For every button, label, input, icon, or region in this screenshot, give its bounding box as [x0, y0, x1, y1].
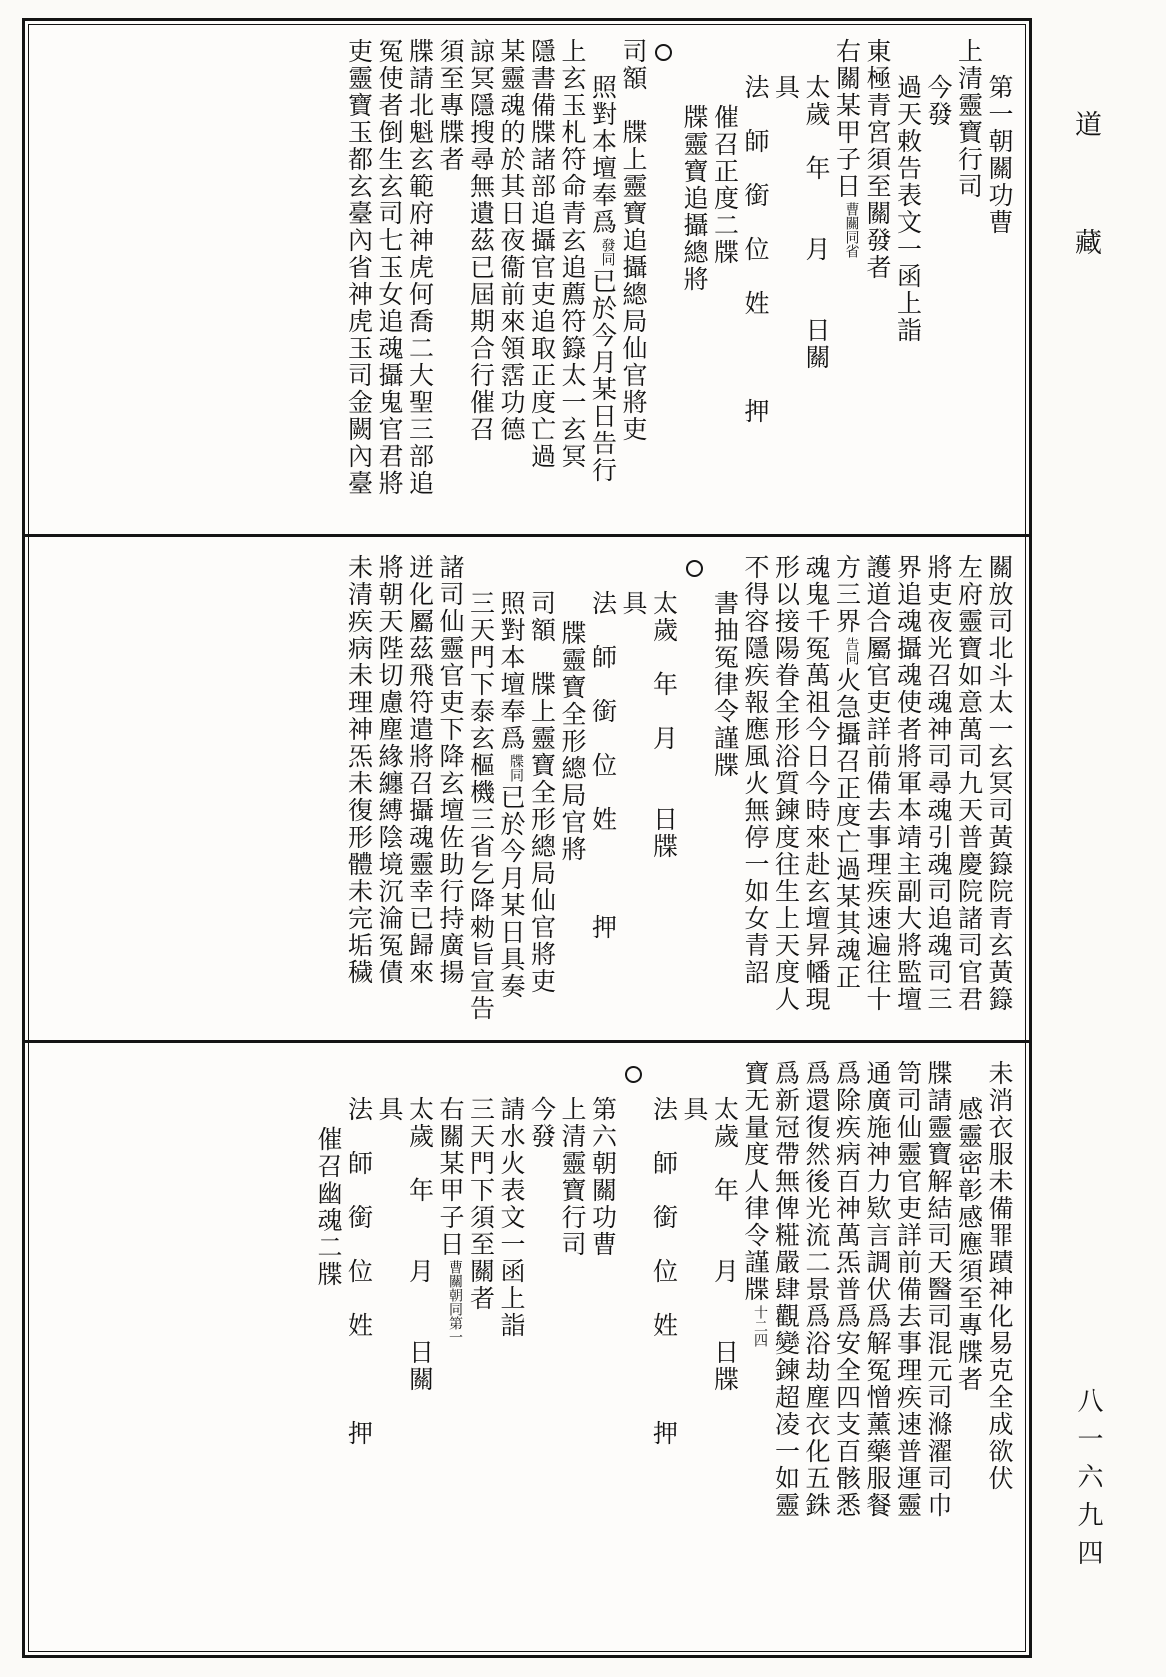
register-divider-1: [22, 534, 1032, 537]
text-column: [925, 1056, 952, 1646]
column-text: 諸司仙靈官吏下降玄壇佐助行持廣揚: [436, 554, 465, 986]
text-column: [772, 550, 799, 1032]
text-register-2: [30, 542, 1024, 1036]
column-text: 今發: [924, 74, 953, 128]
interlinear-annotation: [751, 1305, 768, 1347]
text-column: [315, 1056, 342, 1677]
column-text: 書抽冤律令謹牒: [710, 590, 740, 779]
text-column: [498, 1056, 525, 1677]
interlinear-annotation: [599, 238, 616, 266]
column-text: 爲還復然後光流二景爲浴劫塵衣化五銖: [802, 1060, 831, 1519]
annotation-line: 十二: [752, 1305, 768, 1333]
annotation-line: 牒: [508, 754, 524, 768]
annotation-line: 同: [599, 252, 616, 266]
text-column: [559, 34, 586, 526]
column-text: 感靈密彰感應須至專牒者: [954, 1096, 984, 1393]
text-column: [711, 34, 738, 592]
column-text: 太歲 年 月 日牒: [710, 1096, 740, 1393]
text-column: [772, 34, 799, 562]
text-register-1: [30, 26, 1024, 530]
column-text: 第六朝關功曹: [588, 1096, 618, 1258]
column-text: 三天門下須至關者: [466, 1096, 496, 1312]
text-column: [467, 34, 494, 526]
column-text: 具: [375, 1096, 404, 1123]
text-column: [894, 550, 921, 1032]
column-text: 將吏夜光召魂神司尋魂引魂司追魂司三: [924, 554, 953, 1013]
column-text: 諒冥隱搜尋無遺茲已屆期合行催召: [466, 38, 496, 443]
text-column: [467, 550, 494, 1068]
column-text: 隱書備牒諸部追攝官吏追取正度亡過: [527, 38, 557, 470]
column-text: 某靈魂的於其日夜衞前來領霑功德: [497, 38, 526, 443]
text-column: [437, 550, 464, 1032]
text-column: [498, 550, 525, 1068]
text-column: [528, 550, 555, 1068]
column-text: 爲新冠帶無俾糚嚴肆觀變鍊超凌一如靈: [771, 1060, 801, 1519]
series-title: 道 藏: [1070, 110, 1101, 285]
text-column: [711, 550, 738, 1068]
column-text: 未消衣服未備罪蹟神化易克全成欲伏: [985, 1060, 1014, 1492]
column-text: 右關某甲子日: [832, 38, 862, 200]
column-text: 照對本壇奉爲: [588, 74, 618, 236]
column-text: 須至專牒者: [436, 38, 465, 173]
circle-marker-icon: [625, 1066, 642, 1083]
annotation-line: 曹關朝: [447, 1260, 463, 1302]
column-text: 催召正度二牒: [710, 104, 740, 266]
column-text: 笥司仙靈官吏詳前備去事理疾速普運靈: [893, 1060, 923, 1519]
column-text-continued: 火急攝召正度亡過某其魂正: [832, 667, 862, 991]
text-column: [894, 1056, 921, 1646]
column-text: 牒請靈寶解結司天醫司混元司滌濯司巾: [924, 1060, 953, 1519]
text-column: [528, 1056, 555, 1677]
column-text: 法 師 銜 位 姓 押: [588, 590, 618, 941]
column-text: 上清靈寶行司: [558, 1096, 587, 1258]
register-divider-2: [22, 1040, 1032, 1043]
column-text: 將朝天陛切慮塵緣纏縛陰境沉淪冤債: [375, 554, 404, 986]
interlinear-annotation: [446, 1260, 463, 1344]
text-column: [345, 550, 372, 1032]
column-text: 太歲 年 月 日關: [405, 1096, 435, 1393]
text-column: [589, 1056, 616, 1677]
text-column: [376, 550, 403, 1032]
text-column: [986, 1056, 1013, 1646]
text-column: [894, 34, 921, 562]
column-text: 未清疾病未理神炁未復形體未完垢穢: [344, 554, 374, 986]
text-column: [986, 550, 1013, 1032]
column-text: 法 師 銜 位 姓 押: [344, 1096, 374, 1447]
text-column: [864, 550, 891, 1032]
column-text-continued: 已於今月某日告行: [588, 268, 618, 484]
column-text-continued: 已於今月某日具奏: [497, 784, 526, 1000]
column-text: 具: [619, 590, 648, 617]
column-text: 吏靈寶玉都玄臺內省神虎玉司金闕內臺: [344, 38, 374, 497]
text-column: [650, 34, 677, 526]
annotation-line: 曹關: [843, 202, 860, 230]
page-margin: [1036, 0, 1158, 1677]
text-column: [742, 34, 769, 562]
column-text: 司額 牒上靈寶全形總局仙官將吏: [527, 590, 557, 995]
text-column: [986, 34, 1013, 562]
column-text: 過天敕告表文一函上詣: [893, 74, 923, 344]
column-text: 第一朝關功曹: [985, 74, 1014, 236]
text-column: [345, 1056, 372, 1677]
column-text: 護道合屬官吏詳前備去事理疾速遍往十: [863, 554, 892, 1013]
annotation-line: 發: [599, 238, 616, 252]
text-column: [955, 550, 982, 1032]
text-column: [925, 550, 952, 1032]
text-column: [742, 1056, 769, 1646]
column-text: 司額 牒上靈寶追攝總局仙官將吏: [619, 38, 648, 443]
text-column: [925, 34, 952, 562]
text-column: [833, 34, 860, 526]
text-column: [833, 550, 860, 1032]
annotation-line: 告: [843, 637, 860, 651]
interlinear-annotation: [507, 754, 524, 782]
text-column: [376, 34, 403, 526]
text-column: [620, 550, 647, 1068]
column-text: 東極青宮須至關發者: [863, 38, 892, 281]
text-column: [620, 34, 647, 526]
column-text: 寶无量度人律令謹牒: [741, 1060, 770, 1303]
text-column: [955, 34, 982, 526]
text-column: [467, 1056, 494, 1677]
text-column: [437, 1056, 464, 1677]
column-text: 牒請北魁玄範府神虎何喬二大聖三部追: [405, 38, 435, 497]
column-text: 牒靈寶全形總局官將: [558, 620, 587, 863]
text-column: [498, 34, 525, 526]
column-text: 太歲 年 月 日關: [802, 74, 831, 371]
interlinear-annotation: [843, 202, 860, 258]
text-column: [589, 550, 616, 1068]
annotation-line: 同: [843, 651, 860, 665]
column-text: 法 師 銜 位 姓 押: [741, 74, 770, 425]
text-column: [406, 550, 433, 1032]
column-text: 法 師 銜 位 姓 押: [649, 1096, 679, 1447]
text-column: [864, 34, 891, 526]
text-column: [650, 550, 677, 1068]
text-column: [650, 1056, 677, 1677]
annotation-line: 同第一: [447, 1302, 463, 1344]
column-text: 催召幽魂二牒: [314, 1126, 343, 1288]
column-text: 三天門下泰玄樞機三省乞降勑旨宣告: [466, 590, 496, 1022]
circle-marker-icon: [655, 44, 672, 61]
annotation-line: 同: [508, 768, 524, 782]
column-text: 形以接陽眷全形浴質鍊度往生上天度人: [771, 554, 801, 1013]
text-column: [406, 1056, 433, 1677]
column-text: 具: [680, 1096, 709, 1123]
text-column: [528, 34, 555, 526]
text-column: [345, 34, 372, 526]
circle-marker-icon: [686, 560, 703, 577]
page-number: 八一六九四: [1073, 1387, 1103, 1577]
text-column: [559, 550, 586, 1098]
annotation-line: 四: [752, 1333, 768, 1347]
annotation-line: 同省: [843, 230, 860, 258]
column-text: 通廣施神力欵言調伏爲解冤憎薰藥服餐: [863, 1060, 892, 1519]
column-text: 爲除疾病百神萬炁普爲安全四支百骸悉: [832, 1060, 862, 1519]
column-text: 上玄玉札符命青玄追薦符籙太一玄冥: [558, 38, 587, 470]
column-text: 今發: [527, 1096, 557, 1150]
text-column: [406, 34, 433, 526]
column-text: 冤使者倒生玄司七玉女追魂攝鬼官君將: [375, 38, 404, 497]
column-text: 照對本壇奉爲: [497, 590, 526, 752]
column-text: 左府靈寶如意萬司九天普慶院諸司官君: [954, 554, 984, 1013]
text-column: [803, 550, 830, 1032]
column-text: 魂鬼千冤萬祖今日今時來赴玄壇昇幡現: [802, 554, 831, 1013]
column-text: 關放司北斗太一玄冥司黃籙院青玄黃籙: [985, 554, 1014, 1013]
text-column: [681, 550, 708, 1032]
column-text: 右關某甲子日: [436, 1096, 465, 1258]
text-column: [376, 1056, 403, 1677]
text-column: [620, 1056, 647, 1646]
column-text: 界追魂攝魂使者將軍本靖主副大將監壇: [893, 554, 923, 1013]
text-column: [681, 1056, 708, 1677]
text-column: [833, 1056, 860, 1646]
text-column: [437, 34, 464, 526]
column-text: 太歲 年 月 日牒: [649, 590, 679, 860]
text-column: [803, 34, 830, 562]
text-column: [772, 1056, 799, 1646]
text-column: [955, 1056, 982, 1677]
column-text: 方三界: [832, 554, 862, 635]
text-column: [559, 1056, 586, 1677]
column-text: 具: [771, 74, 801, 101]
text-register-3: [30, 1048, 1024, 1650]
column-text: 迸化屬茲飛符遣將召攝魂靈幸已歸來: [405, 554, 435, 986]
text-column: [864, 1056, 891, 1646]
text-column: [803, 1056, 830, 1646]
interlinear-annotation: [843, 637, 860, 665]
column-text: 牒靈寶追攝總將: [680, 104, 709, 293]
text-column: [711, 1056, 738, 1677]
column-text: 上清靈寶行司: [954, 38, 984, 200]
column-text: 請水火表文一函上詣: [497, 1096, 526, 1339]
text-column: [589, 34, 616, 562]
text-column: [681, 34, 708, 592]
column-text: 不得容隱疾報應風火無停一如女青詔: [741, 554, 770, 986]
text-column: [742, 550, 769, 1032]
